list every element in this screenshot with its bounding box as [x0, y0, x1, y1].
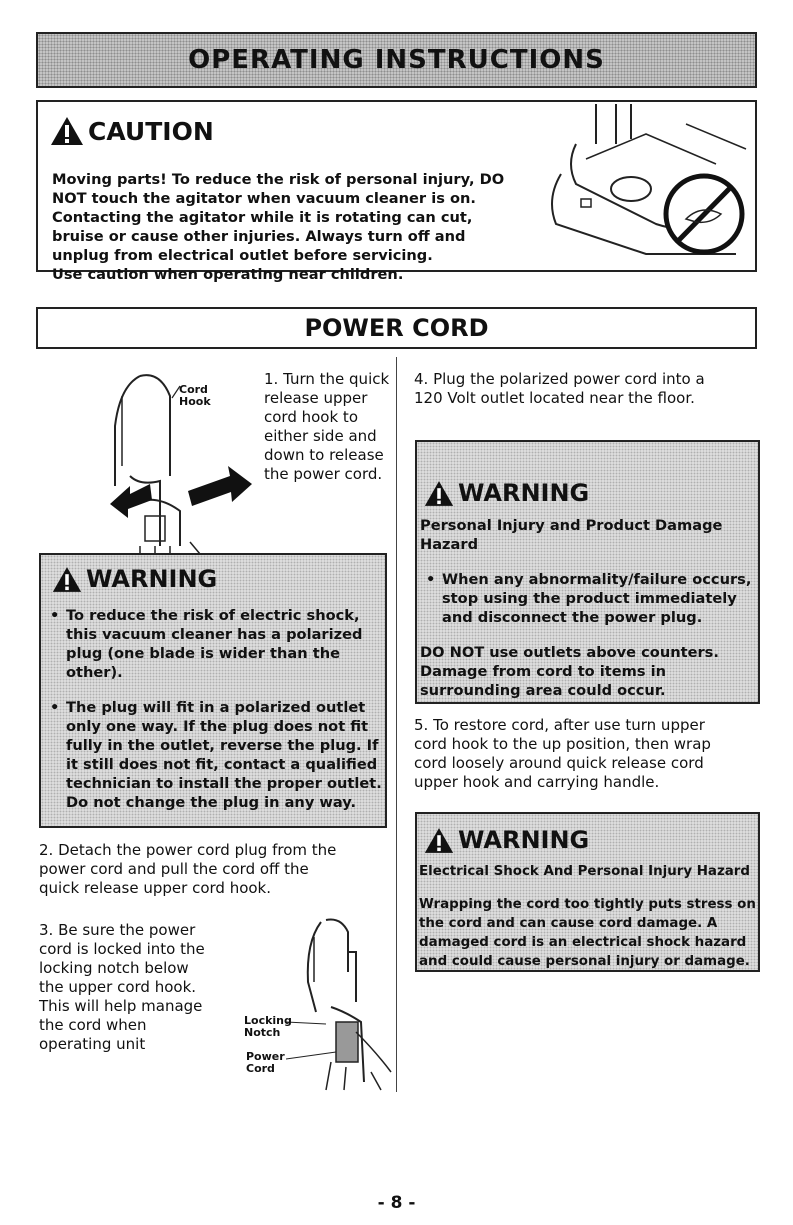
locking-notch-label: Locking Notch	[244, 1014, 292, 1039]
warning-triangle-icon	[52, 566, 82, 593]
agitator-illustration	[536, 104, 754, 269]
warning-title-row	[424, 826, 589, 854]
warning-text	[420, 516, 756, 700]
caution-line: Use caution when operating near children.	[52, 266, 404, 283]
warning-triangle-icon	[424, 480, 454, 507]
caution-line: NOT touch the agitator when vacuum cleaner is on.	[52, 190, 476, 207]
warning-title: WARNING	[86, 565, 218, 593]
cord-hook-label: Cord Hook	[179, 383, 211, 408]
caution-title-row	[50, 116, 214, 146]
caution-line: unplug from electrical outlet before servicing.	[52, 247, 433, 264]
warning-bullet: • The plug will fit in a polarized outlet only one way. If the plug does not fit fully in the outlet, reverse the plug. If it still does not fit, contact a qualified technician to install the proper outlet. Do not change the plug in any way.	[44, 698, 384, 812]
warning-triangle-icon	[424, 827, 454, 854]
warning-note: DO NOT use outlets above counters. Damage from cord to items in surrounding area could occur.	[420, 644, 719, 699]
caution-line: Moving parts! To reduce the risk of personal injury, DO	[52, 171, 505, 188]
warning-text	[44, 606, 384, 812]
page-title: OPERATING INSTRUCTIONS	[188, 45, 605, 75]
warning-subtitle: Hazard	[420, 536, 479, 553]
warning-bullet: • When any abnormality/failure occurs, stop using the product immediately and disconnect the power plug.	[420, 570, 756, 627]
caution-text	[52, 170, 512, 284]
warning-title: WARNING	[458, 479, 590, 507]
warning-title-row	[424, 479, 589, 507]
warning-subtitle: Personal Injury and Product Damage	[420, 517, 723, 534]
step-5-text: 5. To restore cord, after use turn upper cord hook to the up position, then wrap cord loosely around quick release cord upper hook and carrying handle.	[414, 716, 711, 791]
section-title-box	[36, 307, 757, 349]
caution-line: bruise or cause other injuries. Always turn off and	[52, 228, 466, 245]
warning-text: Electrical Shock And Personal Injury Hazard Wrapping the cord too tightly puts stress on the cord and can cause cord damage. A damaged cord is an electrical shock hazard and could cause personal injury or damage.	[419, 864, 756, 969]
step-1-text: 1. Turn the quick release upper cord hook to either side and down to release the power cord.	[264, 370, 390, 483]
locking-notch-illustration	[286, 912, 392, 1092]
step-3-text: 3. Be sure the power cord is locked into the locking notch below the upper cord hook. This will help manage the cord when operating unit	[39, 921, 205, 1053]
warning-subtitle: Electrical Shock And Personal Injury Hazard	[419, 864, 750, 879]
header-banner	[36, 32, 757, 88]
warning-bullet: • To reduce the risk of electric shock, this vacuum cleaner has a polarized plug (one blade is wider than the other).	[44, 606, 384, 682]
step-4-text: 4. Plug the polarized power cord into a 120 Volt outlet located near the floor.	[414, 370, 705, 407]
warning-title-row	[52, 565, 217, 593]
section-title: POWER CORD	[304, 314, 489, 342]
page-number: - 8 -	[377, 1193, 416, 1213]
warning-triangle-icon	[50, 116, 84, 146]
power-cord-label: Power Cord	[246, 1050, 285, 1075]
step-2-text: 2. Detach the power cord plug from the power cord and pull the cord off the quick release upper cord hook.	[39, 841, 337, 897]
column-divider	[396, 357, 397, 1092]
caution-line: Contacting the agitator while it is rotating can cut,	[52, 209, 473, 226]
warning-title: WARNING	[458, 826, 590, 854]
caution-title: CAUTION	[88, 116, 214, 146]
